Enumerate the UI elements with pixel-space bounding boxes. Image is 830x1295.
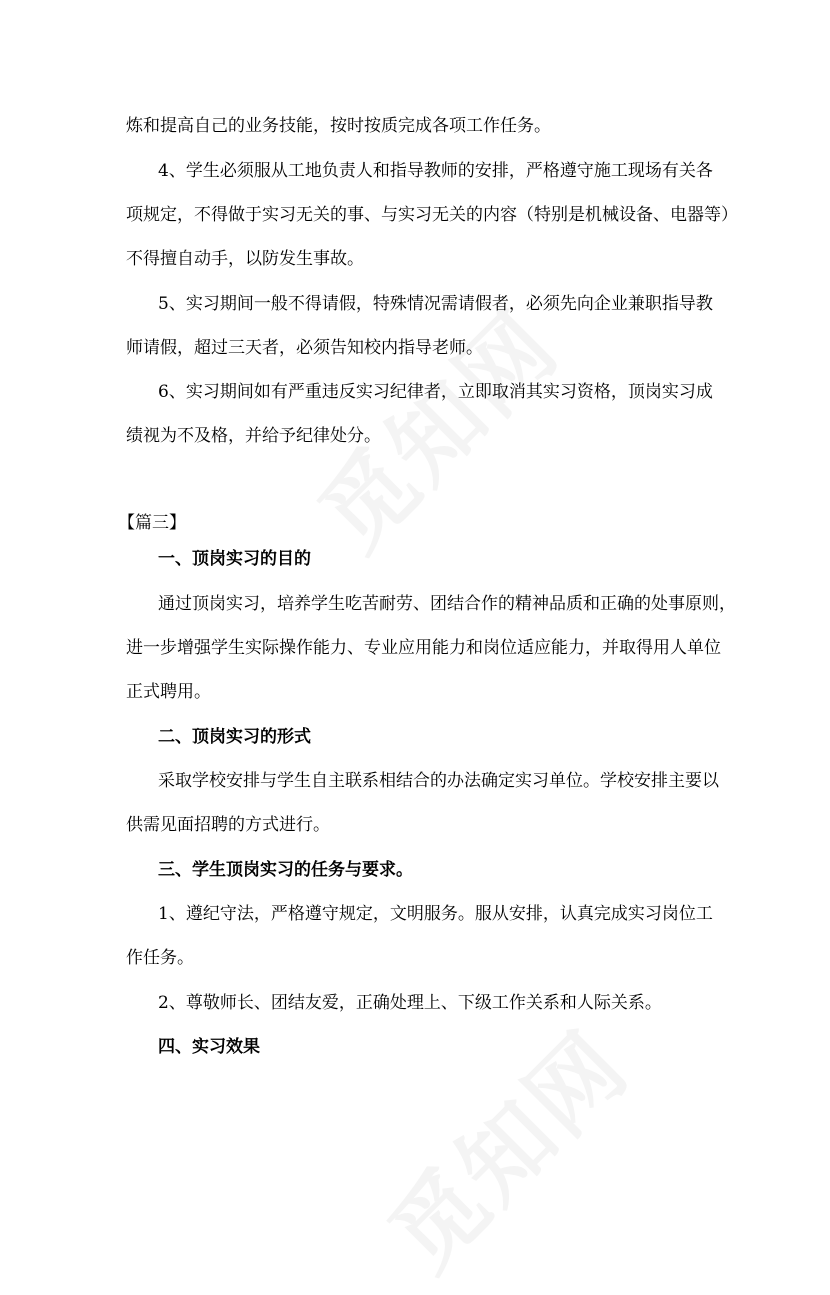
section-heading: 三、学生顶岗实习的任务与要求。 — [158, 860, 413, 880]
paragraph-line: 1、遵纪守法，严格遵守规定，文明服务。服从安排，认真完成实习岗位工 — [158, 904, 713, 924]
paragraph-line: 绩视为不及格，并给予纪律处分。 — [126, 426, 381, 446]
paragraph-line: 供需见面招聘的方式进行。 — [126, 815, 330, 835]
paragraph-line: 4、学生必须服从工地负责人和指导教师的安排，严格遵守施工现场有关各 — [158, 161, 713, 181]
paragraph-line: 进一步增强学生实际操作能力、专业应用能力和岗位适应能力，并取得用人单位 — [126, 638, 721, 658]
paragraph-line: 项规定，不得做于实习无关的事、与实习无关的内容（特别是机械设备、电器等） — [126, 205, 738, 225]
paragraph-line: 2、尊敬师长、团结友爱，正确处理上、下级工作关系和人际关系。 — [158, 993, 662, 1013]
paragraph-line: 炼和提高自己的业务技能，按时按质完成各项工作任务。 — [126, 116, 551, 136]
section-heading: 四、实习效果 — [158, 1037, 260, 1057]
section-marker: 【篇三】 — [118, 513, 186, 533]
paragraph-line: 通过顶岗实习，培养学生吃苦耐劳、团结合作的精神品质和正确的处事原则， — [158, 594, 736, 614]
paragraph-line: 师请假，超过三天者，必须告知校内指导老师。 — [126, 338, 483, 358]
paragraph-line: 6、实习期间如有严重违反实习纪律者，立即取消其实习资格，顶岗实习成 — [158, 382, 713, 402]
paragraph-line: 不得擅自动手，以防发生事故。 — [126, 249, 364, 269]
paragraph-line: 5、实习期间一般不得请假，特殊情况需请假者，必须先向企业兼职指导教 — [158, 294, 713, 314]
paragraph-line: 作任务。 — [126, 948, 194, 968]
section-heading: 一、顶岗实习的目的 — [158, 549, 311, 569]
paragraph-line: 采取学校安排与学生自主联系相结合的办法确定实习单位。学校安排主要以 — [158, 771, 719, 791]
paragraph-line: 正式聘用。 — [126, 682, 211, 702]
section-heading: 二、顶岗实习的形式 — [158, 727, 311, 747]
